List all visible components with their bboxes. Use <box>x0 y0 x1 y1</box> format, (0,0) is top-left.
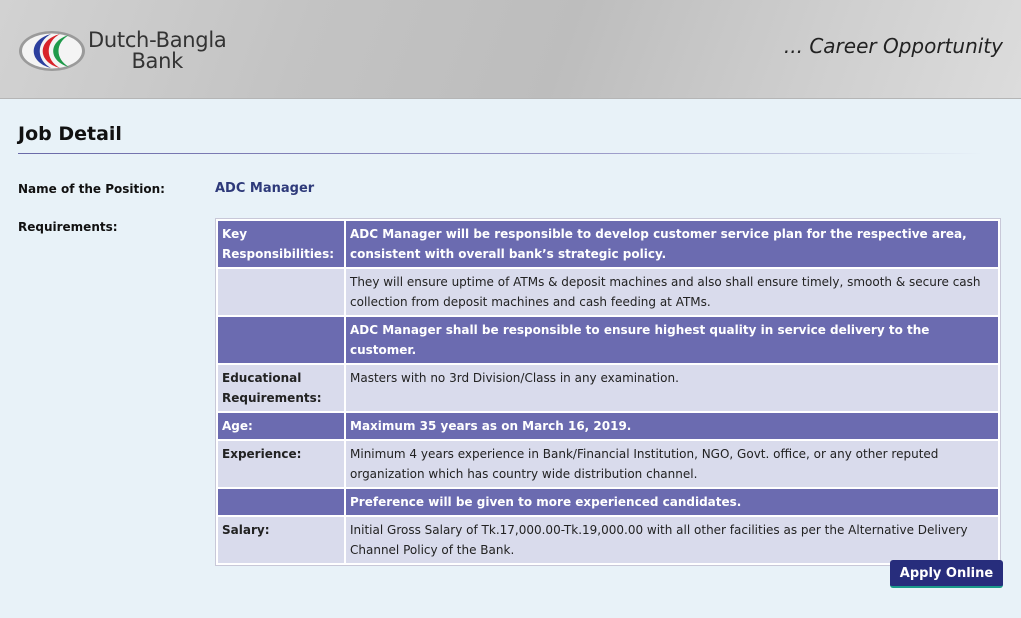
brand-name-line2: Bank <box>131 49 183 73</box>
requirement-row <box>218 317 998 363</box>
apply-online-button[interactable]: Apply Online <box>890 560 1003 588</box>
requirement-key <box>218 269 344 315</box>
requirement-value: ADC Manager will be responsible to develop customer service plan for the respective area, consistent with overall bank’s strategic policy. <box>346 221 998 267</box>
requirement-key: Experience: <box>218 441 344 487</box>
requirement-row <box>218 413 998 439</box>
brand-name-line1: Dutch-Bangla <box>88 28 227 52</box>
requirement-row <box>218 489 998 515</box>
header-tagline: ... Career Opportunity <box>783 34 1003 58</box>
brand-logo[interactable] <box>18 28 258 76</box>
requirement-value: Initial Gross Salary of Tk.17,000.00-Tk.19,000.00 with all other facilities as per the Alternative Delivery Channel Policy of the Bank. <box>346 517 998 563</box>
requirement-value: Masters with no 3rd Division/Class in any examination. <box>346 365 998 411</box>
brand-name <box>88 30 226 72</box>
position-label: Name of the Position: <box>18 182 165 196</box>
requirement-row <box>218 365 998 411</box>
page-title: Job Detail <box>18 123 122 145</box>
brand-logo-icon <box>18 30 86 72</box>
requirements-label: Requirements: <box>18 220 118 234</box>
requirement-key <box>218 317 344 363</box>
requirement-row <box>218 441 998 487</box>
requirements-table-body <box>218 221 998 563</box>
requirement-value: Minimum 4 years experience in Bank/Financial Institution, NGO, Govt. office, or any other reputed organization which has country wide distribution channel. <box>346 441 998 487</box>
requirement-key: Salary: <box>218 517 344 563</box>
site-header <box>0 0 1021 99</box>
requirement-key: Key Responsibilities: <box>218 221 344 267</box>
requirement-row <box>218 517 998 563</box>
requirement-value: Preference will be given to more experienced candidates. <box>346 489 998 515</box>
title-divider <box>18 153 983 154</box>
requirements-table <box>215 218 1001 566</box>
requirement-value: They will ensure uptime of ATMs & deposit machines and also shall ensure timely, smooth & secure cash collection from deposit machines and cash feeding at ATMs. <box>346 269 998 315</box>
requirement-key: Educational Requirements: <box>218 365 344 411</box>
requirement-row <box>218 221 998 267</box>
requirement-value: Maximum 35 years as on March 16, 2019. <box>346 413 998 439</box>
requirement-row <box>218 269 998 315</box>
position-value: ADC Manager <box>215 181 315 196</box>
requirement-key <box>218 489 344 515</box>
requirement-key: Age: <box>218 413 344 439</box>
requirement-value: ADC Manager shall be responsible to ensure highest quality in service delivery to the customer. <box>346 317 998 363</box>
